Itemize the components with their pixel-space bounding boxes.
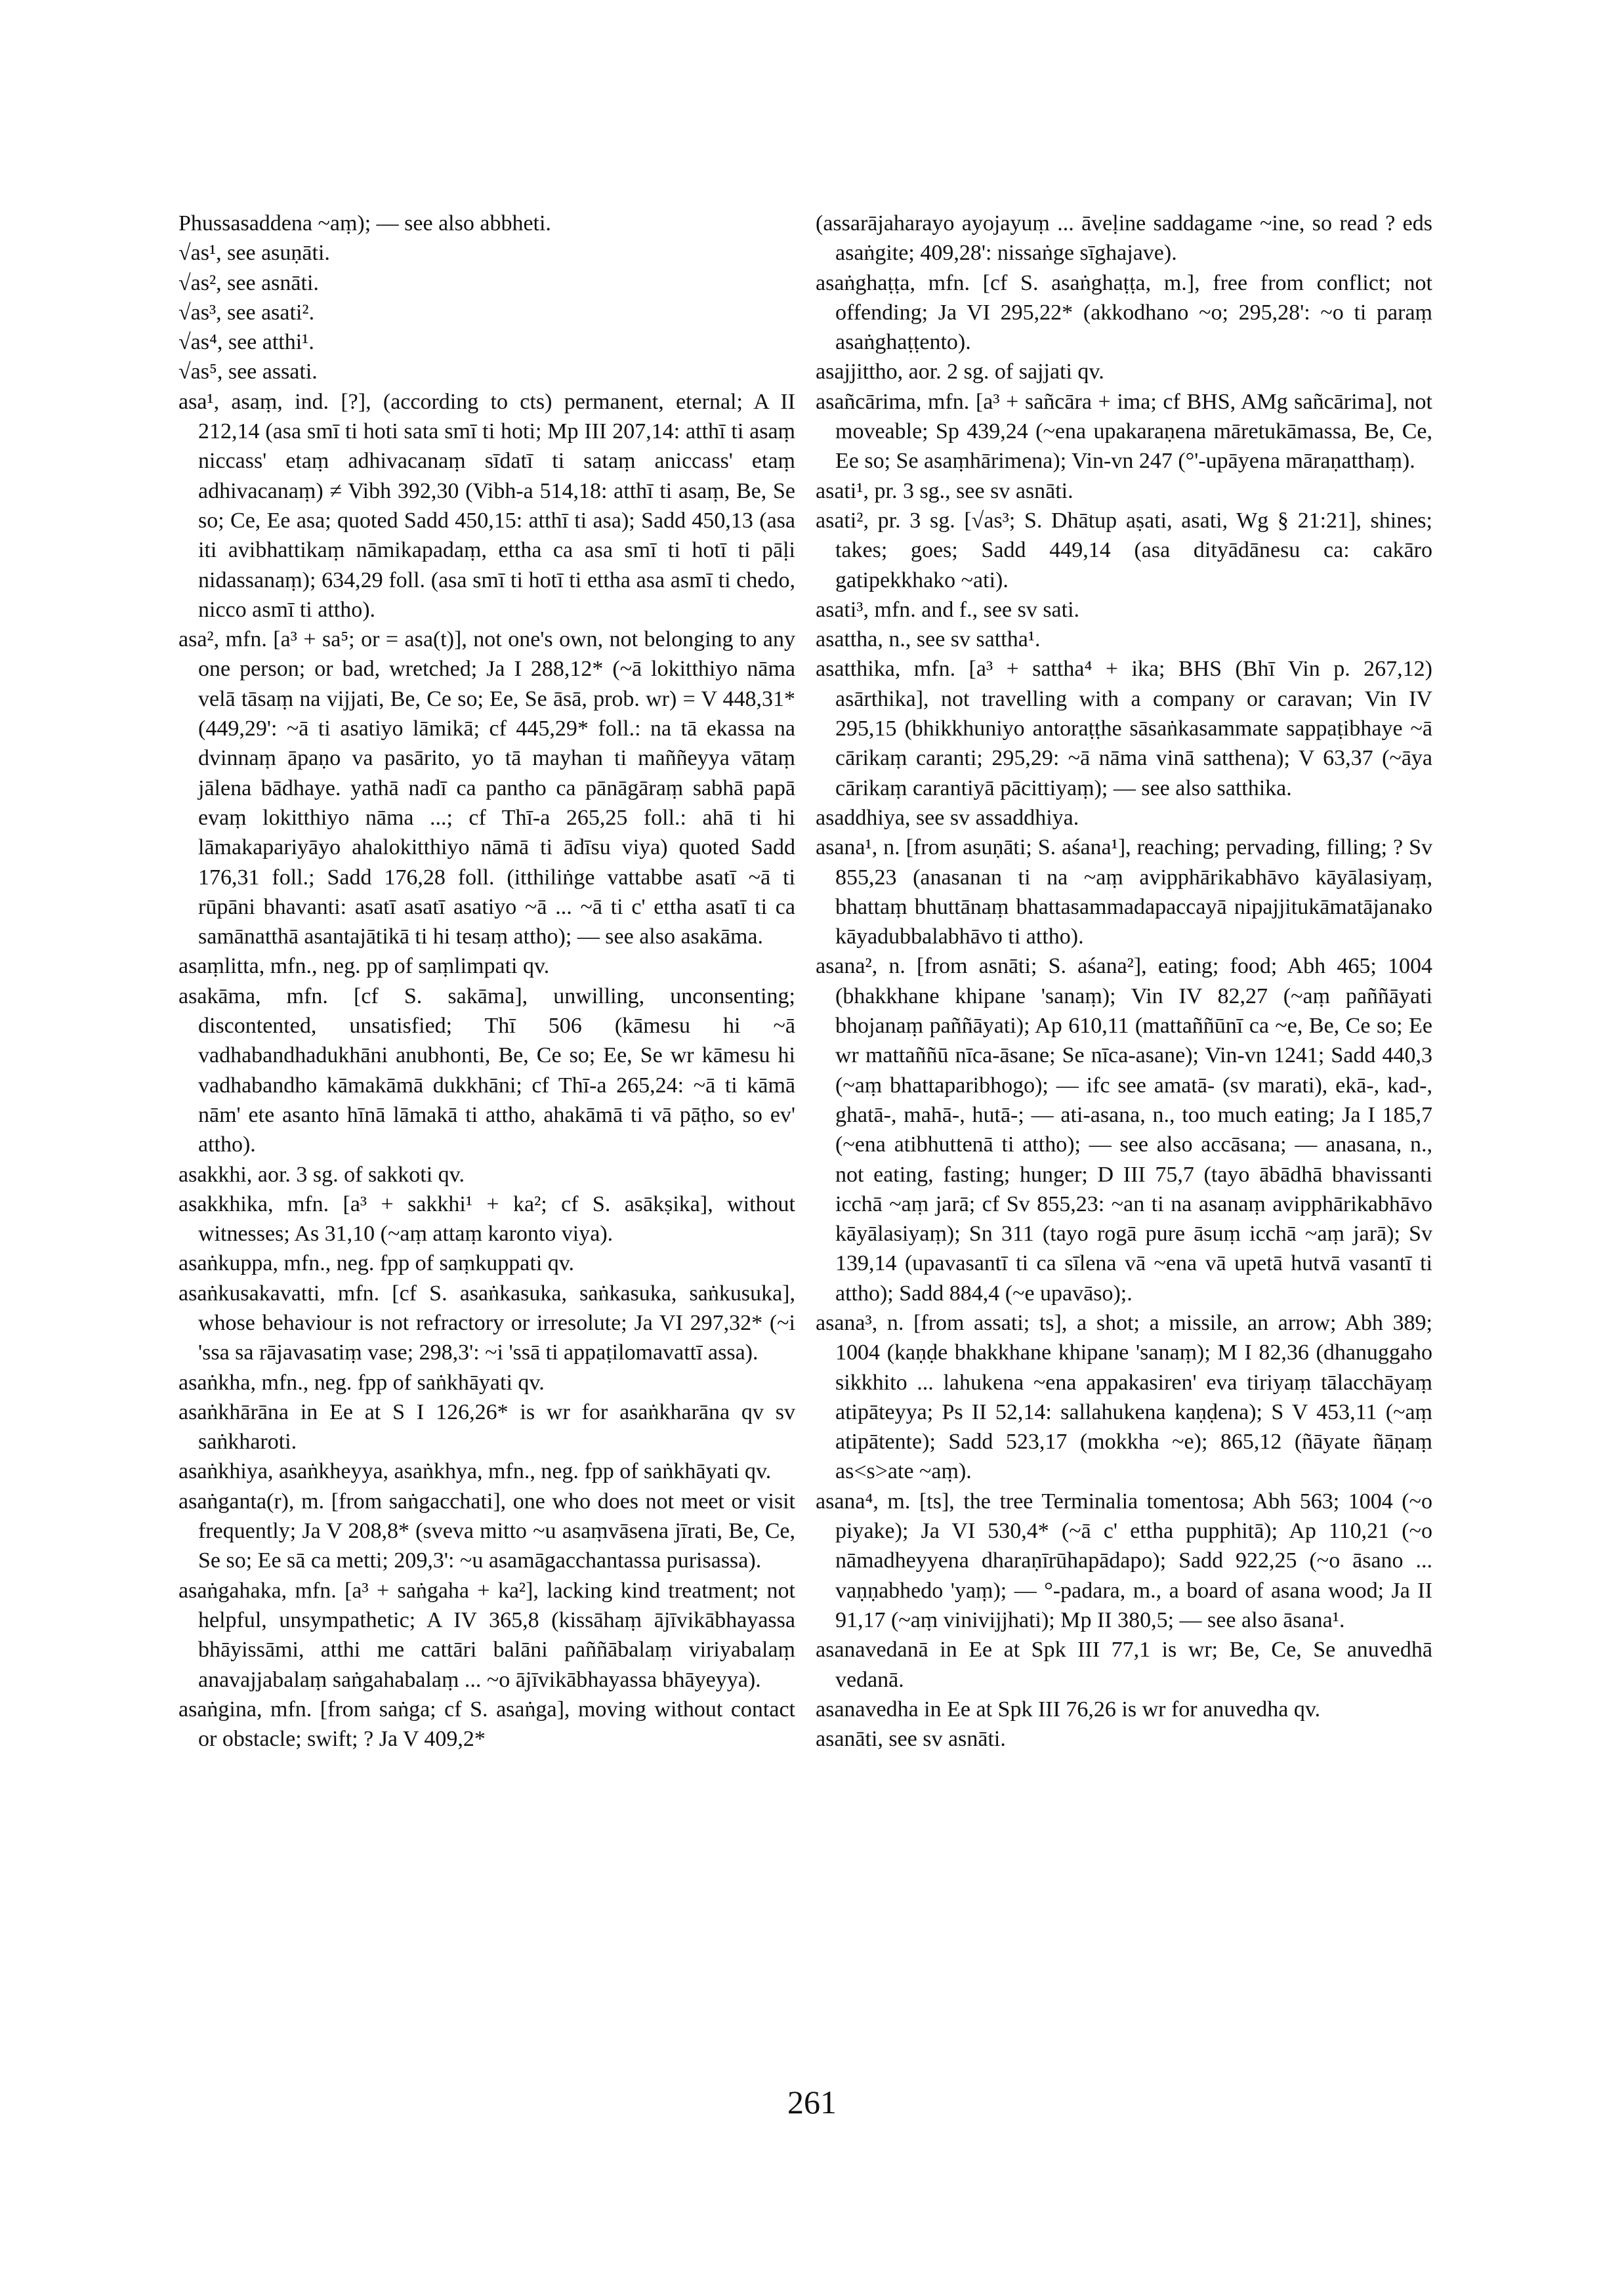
entry: asakkhi, aor. 3 sg. of sakkoti qv. [178, 1162, 465, 1187]
page-number: 261 [787, 2084, 837, 2120]
entry: √as², see asnāti. [178, 270, 319, 295]
entry: asati¹, pr. 3 sg., see sv asnāti. [816, 478, 1073, 503]
entry: asaṅkusakavatti, mfn. [cf S. asaṅkasuka, saṅkasuka, saṅkusuka], whose behaviour is not refractory or irresolute; Ja VI 297,32* (~i 'ssa sa rājavasatiṃ vase; 298,3': ~i 'ssā ti appaṭilomavattī assa). [178, 1281, 795, 1365]
entry: asanavedha in Ee at Spk III 76,26 is wr for anuvedha qv. [816, 1697, 1321, 1722]
entry: asakkhika, mfn. [a³ + sakkhi¹ + ka²; cf S. asākṣika], without witnesses; As 31,10 (~aṃ attaṃ karonto viya). [178, 1191, 795, 1247]
entry: (assarājaharayo ayojayuṃ ... āveḷine saddagame ~ine, so read ? eds asaṅgite; 409,28': nissaṅge sīghajave). [816, 211, 1432, 266]
entry: √as³, see asati². [178, 300, 315, 325]
entry: √as⁴, see atthi¹. [178, 330, 314, 355]
entry: asaṅkuppa, mfn., neg. fpp of saṃkuppati qv. [178, 1251, 575, 1276]
entry: asanāti, see sv asnāti. [816, 1727, 1006, 1752]
entry: asaṅkhārāna in Ee at S I 126,26* is wr for asaṅkharāna qv sv saṅkharoti. [178, 1399, 795, 1455]
entry: √as⁵, see assati. [178, 360, 318, 384]
entry: asaṅkha, mfn., neg. fpp of saṅkhāyati qv. [178, 1370, 545, 1395]
entry: asana¹, n. [from asuṇāti; S. aśana¹], reaching; pervading, filling; ? Sv 855,23 (anasanan ti na ~aṃ avipphārikabhāvo kāyālasiyaṃ, bhattaṃ bhuttānaṃ bhattasammadapaccayā nipajjitukāmatājanako kāyadubbalabhāvo ti attho). [816, 835, 1432, 949]
right-column [816, 209, 1432, 1754]
entry: asaṅkhiya, asaṅkheyya, asaṅkhya, mfn., neg. fpp of saṅkhāyati qv. [178, 1459, 772, 1484]
entry: asaddhiya, see sv assaddhiya. [816, 805, 1079, 830]
entry: asana³, n. [from assati; ts], a shot; a missile, an arrow; Abh 389; 1004 (kaṇḍe bhakkhane khipane 'sanaṃ); M I 82,36 (dhanuggaho sikkhito ... lahukena ~ena appakasiren' eva tiriyaṃ tālacchāyaṃ atipāteyya; Ps II 52,14: sallahukena kaṇḍena); S V 453,11 (~aṃ atipātente); Sadd 523,17 (mokkha ~e); 865,12 (ñāyate ñāṇaṃ as<s>ate ~aṃ). [816, 1310, 1432, 1484]
entry: asakāma, mfn. [cf S. sakāma], unwilling, unconsenting; discontented, unsatisfied; Thī 506 (kāmesu hi ~ā vadhabandhadukhāni anubhonti, Be, Ce so; Ee, Se wr kāmesu hi vadhabandho kāmakāmā dukkhāni; cf Thī-a 265,24: ~ā ti kāmā nām' ete asanto hīnā lāmakā ti attho, ahakāmā ti vā pāṭho, so ev' attho). [178, 983, 795, 1157]
entry: asanavedanā in Ee at Spk III 77,1 is wr; Be, Ce, Se anuvedhā vedanā. [816, 1638, 1432, 1692]
entry: asaṅganta(r), m. [from saṅgacchati], one who does not meet or visit frequently; Ja V 208,8* (sveva mitto ~u asaṃvāsena jīrati, Be, Ce, Se so; Ee sā ca metti; 209,3': ~u asamāgacchantassa purisassa). [178, 1489, 795, 1573]
entry: asajjittho, aor. 2 sg. of sajjati qv. [816, 360, 1104, 384]
entry: √as¹, see asuṇāti. [178, 241, 330, 266]
entry: asa², mfn. [a³ + sa⁵; or = asa(t)], not one's own, not belonging to any one person; or bad, wretched; Ja I 288,12* (~ā lokitthiyo nāma velā tāsaṃ na vijjati, Be, Ce so; Ee, Se āsā, prob. wr) = V 448,31* (449,29': ~ā ti asatiyo lāmikā; cf 445,29* foll.: na tā ekassa na dvinnaṃ āpaṇo va pasārito, yo tā mayhan ti maññeyya vātaṃ jālena bādhaye. yathā nadī ca pantho ca pānāgāraṃ sabhā papā evaṃ lokitthiyo nāma ...; cf Thī-a 265,25 foll.: ahā ti hi lāmakapariyāyo ahalokitthiyo nāmā ti ādīsu viya) quoted Sadd 176,31 foll.; Sadd 176,28 foll. (itthiliṅge vattabbe asatī ~ā ti rūpāni bhavanti: asatī asatī asatiyo ~ā ... ~ā ti c' ettha asatī ti ca samānatthā asantajātikā ti hi tesaṃ attho); — see also asakāma. [178, 627, 795, 949]
entry: asañcārima, mfn. [a³ + sañcāra + ima; cf BHS, AMg sañcārima], not moveable; Sp 439,24 (~ena upakaraṇena māretukāmassa, Be, Ce, Ee so; Se asaṃhārimena); Vin-vn 247 (°'-upāyena māraṇatthaṃ). [816, 389, 1432, 474]
entry: asa¹, asaṃ, ind. [?], (according to cts) permanent, eternal; A II 212,14 (asa smī ti hoti sata smī ti hoti; Mp III 207,14: atthī ti asaṃ niccass' etaṃ adhivacanaṃ sīdatī ti sataṃ aniccass' etaṃ adhivacanaṃ) ≠ Vibh 392,30 (Vibh-a 514,18: atthī ti asaṃ, Be, Se so; Ce, Ee asa; quoted Sadd 450,15: atthī ti asa); Sadd 450,13 (asa iti avibhattikaṃ nāmikapadaṃ, ettha ca asa smī ti hotī ti pāḷi nidassanaṃ); 634,29 foll. (asa smī ti hotī ti ettha asa asmī ti chedo, nicco asmī ti attho). [178, 389, 795, 622]
entry: Phussasaddena ~aṃ); — see also abbheti. [178, 211, 551, 236]
entry: asaṃlitta, mfn., neg. pp of saṃlimpati qv. [178, 954, 550, 979]
entry: asati³, mfn. and f., see sv sati. [816, 597, 1080, 622]
entry: asana⁴, m. [ts], the tree Terminalia tomentosa; Abh 563; 1004 (~o piyake); Ja VI 530,4* (~ā c' ettha pupphitā); Ap 110,21 (~o nāmadheyyena dharaṇīrūhapādapo); Sadd 922,25 (~o āsano ... vaṇṇabhedo 'yaṃ); — °-padara, m., a board of asana wood; Ja II 91,17 (~aṃ vinivijjhati); Mp II 380,5; — see also āsana¹. [816, 1489, 1432, 1632]
entry: asaṅgina, mfn. [from saṅga; cf S. asaṅga], moving without contact or obstacle; swift; ? Ja V 409,2* [178, 1697, 795, 1752]
entry: asaṅgahaka, mfn. [a³ + saṅgaha + ka²], lacking kind treatment; not helpful, unsympathetic; A IV 365,8 (kissāhaṃ ājīvikābhayassa bhāyissāmi, atthi me cattāri balāni paññābalaṃ viriyabalaṃ anavajjabalaṃ saṅgahabalaṃ ... ~o ājīvikābhayassa bhāyeyya). [178, 1578, 795, 1692]
entry: asaṅghaṭṭa, mfn. [cf S. asaṅghaṭṭa, m.], free from conflict; not offending; Ja VI 295,22* (akkodhano ~o; 295,28': ~o ti paraṃ asaṅghaṭṭento). [816, 270, 1432, 355]
left-column [178, 209, 795, 1754]
entry: asana², n. [from asnāti; S. aśana²], eating; food; Abh 465; 1004 (bhakkhane khipane 'sanaṃ); Vin IV 82,27 (~aṃ paññāyati bhojanaṃ paññāyati); Ap 610,11 (mattaññūnī ca ~e, Be, Ce so; Ee wr mattaññū nīca-āsane; Se nīca-asane); Vin-vn 1241; Sadd 440,3 (~aṃ bhattaparibhogo); — ifc see amatā- (sv marati), ekā-, kad-, ghatā-, mahā-, hutā-; — ati-asana, n., too much eating; Ja I 185,7 (~ena atibhuttenā ti attho); — see also accāsana; — anasana, n., not eating, fasting; hunger; D III 75,7 (tayo ābādhā bhavissanti icchā ~aṃ jarā; cf Sv 855,23: ~an ti na asanaṃ avipphārikabhāvo kāyālasiyaṃ); Sn 311 (tayo rogā pure āsuṃ icchā ~aṃ jarā); Sv 139,14 (upavasantī ti ca sīlena vā ~ena vā upetā hutvā vasantī ti attho); Sadd 884,4 (~e upavāso);. [816, 954, 1432, 1306]
entry: asatthika, mfn. [a³ + sattha⁴ + ika; BHS (Bhī Vin p. 267,12) asārthika], not travelling with a company or caravan; Vin IV 295,15 (bhikkhuniyo antoraṭṭhe sāsaṅkasammate sappaṭibhaye ~ā cārikaṃ caranti; 295,29: ~ā nāma vinā satthena); V 63,37 (~āya cārikaṃ carantiyā pācittiyaṃ); — see also satthika. [816, 657, 1432, 800]
entry: asattha, n., see sv sattha¹. [816, 627, 1041, 652]
entry: asati², pr. 3 sg. [√as³; S. Dhātup aṣati, asati, Wg § 21:21], shines; takes; goes; Sadd 449,14 (asa dityādānesu ca: cakāro gatipekkhako ~ati). [816, 508, 1432, 592]
